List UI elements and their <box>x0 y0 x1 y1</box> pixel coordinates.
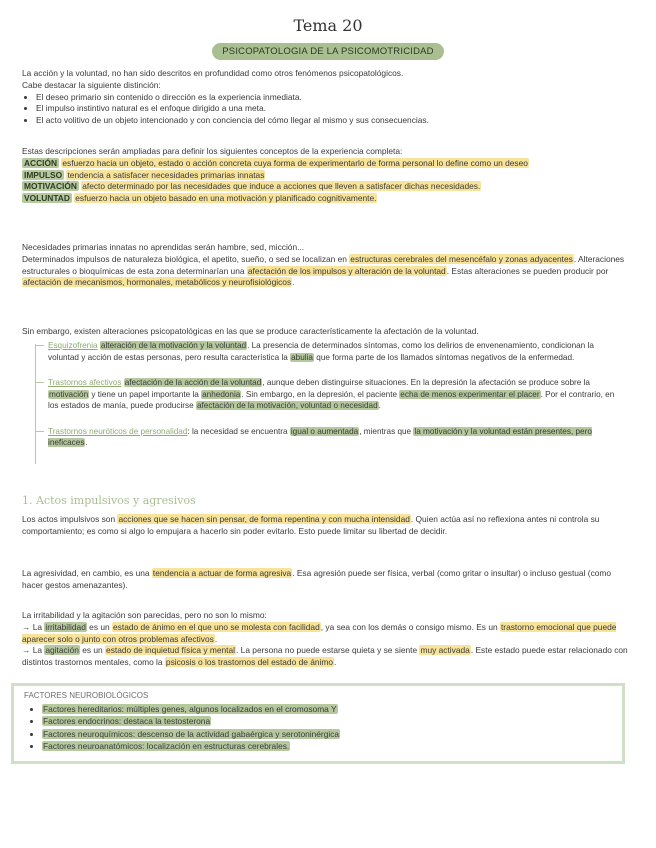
concept-text: esfuerzo hacia un objeto basado en una motivación y planificado cognitivamente. <box>75 193 377 204</box>
intro-block <box>22 68 634 127</box>
text: , ya sea con los demás o consigo mismo. Es un <box>320 621 500 632</box>
section-paragraph <box>22 568 634 592</box>
highlight: afectación de los impulsos y alteración de la voluntad <box>247 265 446 276</box>
concept-term: IMPULSO <box>24 169 63 180</box>
highlight: igual o aumentada <box>290 426 359 436</box>
text: La irritabilidad y la agitación son parecidas, pero no son lo mismo: <box>22 610 267 620</box>
factor-item: • Factores neuroanatómicos: localización en estructuras cerebrales. <box>42 740 612 753</box>
intro-line: Cabe destacar la siguiente distinción: <box>22 79 161 90</box>
highlight: afectación de mecanismos, hormonales, metabólicos y neurofisiológicos <box>23 277 292 288</box>
text: Determinados impulsos de naturaleza biológica, el apetito, sueño, o sed se localizan en <box>22 253 350 264</box>
text: Los actos impulsivos son <box>22 514 118 524</box>
factors-list <box>24 703 612 753</box>
text: . <box>378 401 381 410</box>
needs-block <box>22 242 634 289</box>
highlight: echa de menos experimentar el placer <box>400 389 540 399</box>
needs-paragraph <box>22 254 634 289</box>
text: . La presencia de determinados síntomas, como los delirios de envenenamiento, condicionan la voluntad y acción de estas personas, pero resulta característica la <box>48 341 594 362</box>
concept-row <box>22 193 634 205</box>
concept-term: VOLUNTAD <box>24 193 70 204</box>
factor-item: • Factores endocrinos: destaca la testosterona <box>42 715 612 728</box>
concept-row <box>22 170 634 182</box>
factors-title: FACTORES NEUROBIOLÓGICOS <box>24 691 149 700</box>
text: : la necesidad se encuentra <box>187 426 290 436</box>
highlight: estructuras cerebrales del mesencéfalo y zonas adyacentes <box>350 253 573 264</box>
text: La agresividad, en cambio, es una <box>22 568 152 578</box>
tree-item <box>40 426 620 449</box>
text: . Este estado puede estar relacionado con distintos trastornos mentales, como la <box>22 645 628 668</box>
needs-line: Necesidades primarias innatas no aprendidas serán hambre, sed, micción... <box>22 242 305 252</box>
disorders-tree <box>40 340 620 463</box>
text: . <box>334 657 337 668</box>
concept-text: tendencia a satisfacer necesidades primarias innatas <box>67 169 265 180</box>
highlight: estado de ánimo en el que uno se molesta con facilidad <box>113 621 320 632</box>
highlight: trastorno emocional que puede aparecer solo o junto con otros problemas afectivos <box>22 621 617 644</box>
text: . <box>214 633 218 644</box>
text: . <box>85 438 88 447</box>
text: . Esa agresión puede ser física, verbal (como gritar o insultar) o incluso gestual (como hacer gestos amenazantes). <box>22 568 612 590</box>
intro-line: La acción y la voluntad, no han sido descritos en profundidad como otros fenómenos psicopatológicos. <box>22 68 404 78</box>
text: . Estas alteraciones se pueden producir por <box>446 265 609 276</box>
text: . La persona no puede estarse quieta y se siente <box>236 645 420 656</box>
intro-bullet: • El deseo primario sin contenido o dirección es la experiencia inmediata. <box>36 92 634 104</box>
highlight: estado de inquietud física y mental <box>106 645 236 656</box>
text: es un <box>79 645 106 656</box>
highlight: psicosis o los trastornos del estado de ánimo <box>165 657 334 668</box>
concept-term: ACCIÓN <box>24 157 58 168</box>
text: , aunque deben distinguirse situaciones. En la depresión la afectación se produce sobre la <box>262 378 590 387</box>
text: → La <box>22 621 45 632</box>
concept-row <box>22 181 634 193</box>
concept-row <box>22 158 634 170</box>
text: y tiene un papel importante la <box>89 389 202 399</box>
page-title: Tema 20 <box>293 16 363 35</box>
intro-bullet: • El impulso instintivo natural es el enfoque dirigido a una meta. <box>36 103 634 115</box>
highlight: alteración de la motivación y la voluntad <box>100 341 247 350</box>
tree-lead: Sin embargo, existen alteraciones psicopatológicas en las que se produce característicamente la afectación de la voluntad. <box>22 326 479 336</box>
intro-list <box>22 92 634 127</box>
factor-item: • Factores neuroquímicos: descenso de la actividad gabaérgica y serotoninérgica <box>42 728 612 741</box>
section-heading: 1. Actos impulsivos y agresivos <box>22 494 196 507</box>
factors-box <box>11 683 625 764</box>
factor-item: • Factores hereditarios: múltiples genes, algunos localizados en el cromosoma Y <box>42 703 612 716</box>
highlight: afectación de la motivación, voluntad o necesidad <box>196 401 378 410</box>
highlight: muy activada <box>420 645 470 656</box>
highlight: la motivación y la voluntad están presentes, pero ineficaces <box>48 426 592 447</box>
highlight: motivación <box>49 389 89 399</box>
concept-term: MOTIVACIÓN <box>24 181 77 192</box>
text: . Quien actúa así no reflexiona antes ni controla su comportamiento; es como si algo lo empujara a hacerlo sin poder evitarlo. Esto puede limitar su libertad de decidir. <box>22 514 600 536</box>
tree-item <box>40 340 620 363</box>
concept-text: esfuerzo hacia un objeto, estado o acción concreta cuya forma de experimentarlo de forma personal lo define como un deseo <box>62 157 528 168</box>
highlight: abulia <box>291 352 313 362</box>
highlight: anhedonia <box>202 389 241 399</box>
text: . Por el contrario, en los estados de manía, puede producirse <box>48 389 615 410</box>
text: . <box>292 277 295 288</box>
highlight: tendencia a actuar de forma agresiva <box>152 568 292 578</box>
highlight: irritabilidad <box>45 621 86 632</box>
text: , mientras que <box>359 426 414 436</box>
tree-item-label: Trastornos afectivos <box>48 378 122 387</box>
tree-item-label: Trastornos neuróticos de personalidad <box>48 426 188 436</box>
section-paragraph <box>22 610 634 669</box>
tree-item <box>40 377 620 412</box>
tree-item-label: Esquizofrenia <box>48 341 98 350</box>
tree-line <box>35 344 36 464</box>
text: . Alteraciones estructurales o bioquímicas de esta zona determinarían una <box>22 253 625 276</box>
concept-text: afecto determinado por las necesidades que induce a acciones que lleven a satisfacer dichas necesidades. <box>82 181 481 192</box>
highlight: afectación de la acción de la voluntad <box>124 378 262 387</box>
section-paragraph <box>22 514 634 538</box>
text: → La <box>22 645 45 656</box>
intro-bullet: • El acto volitivo de un objeto intencionado y con conciencia del cómo llegar al mismo y sus consecuencias. <box>36 115 634 127</box>
text: es un <box>86 621 113 632</box>
highlight: agitación <box>45 645 79 656</box>
text: . Sin embargo, en la depresión, el paciente <box>241 389 400 399</box>
text: que forma parte de los llamados síntomas negativos de la enfermedad. <box>313 352 575 362</box>
concepts-block <box>22 146 634 205</box>
concepts-lead: Estas descripciones serán ampliadas para definir los siguientes conceptos de la experiencia completa: <box>22 146 403 156</box>
highlight: acciones que se hacen sin pensar, de forma repentina y con mucha intensidad <box>118 514 410 524</box>
page-subtitle: PSICOPATOLOGIA DE LA PSICOMOTRICIDAD <box>212 43 444 60</box>
